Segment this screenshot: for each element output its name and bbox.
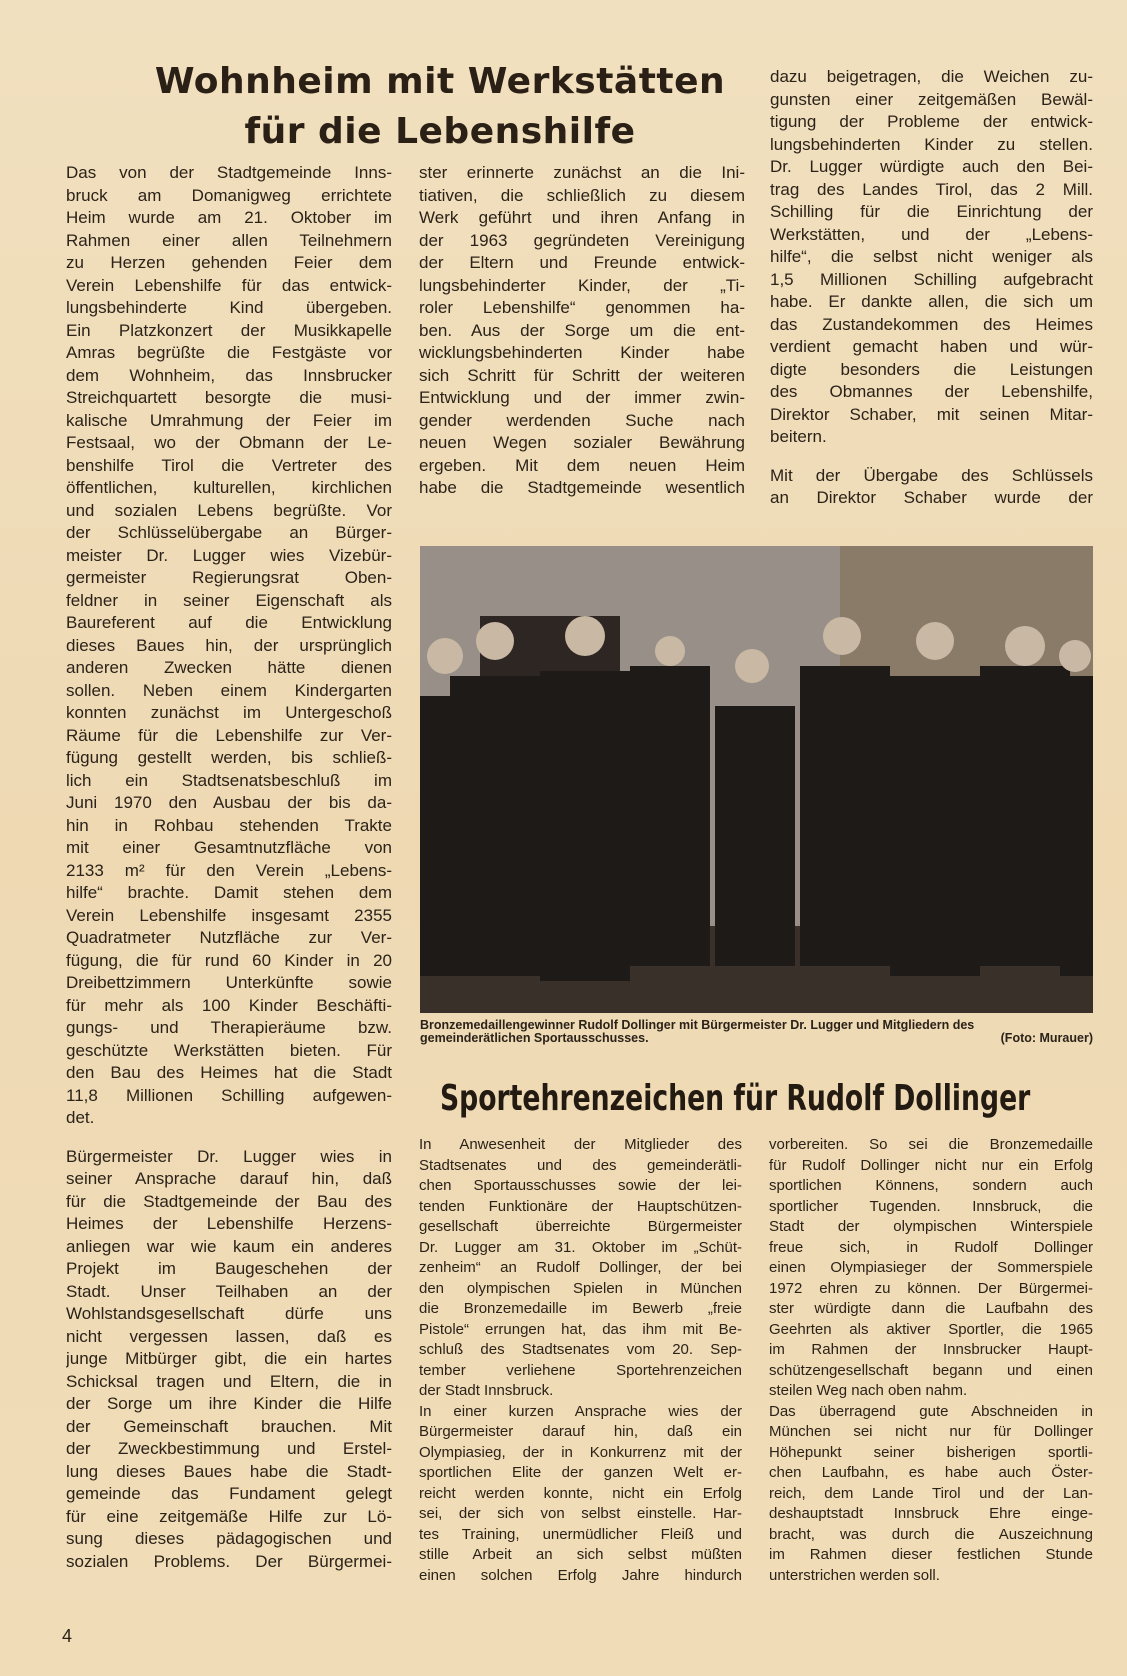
paragraph xyxy=(419,1402,742,1587)
text-line: digte besonders die Leistungen xyxy=(770,359,1093,379)
text-line: meister Dr. Lugger wies Vizebür- xyxy=(66,545,392,565)
text-line: im Rahmen dieser festlichen Stunde xyxy=(769,1546,1093,1563)
article-headline-line-1: Wohnheim mit Werkstätten xyxy=(154,61,726,102)
text-line: sportlichen Elite der ganzen Welt er- xyxy=(419,1464,742,1481)
text-line: den olympischen Spielen in München xyxy=(419,1279,742,1297)
text-line: gemeinde das Fundament gelegt xyxy=(66,1484,392,1503)
text-line: Stadt. Unser Teilhaben an der xyxy=(66,1281,392,1301)
text-line: seiner Ansprache darauf hin, daß xyxy=(66,1169,392,1188)
text-line: wicklungsbehinderten Kinder habe xyxy=(419,343,745,362)
paragraph xyxy=(770,66,1093,449)
text-line: neuen Wegen sozialer Bewährung xyxy=(419,433,745,452)
text-line: konnten zunächst im Untergeschoß xyxy=(66,703,392,722)
text-line: beitern. xyxy=(770,427,827,446)
text-line: kalische Umrahmung der Feier im xyxy=(66,410,392,430)
text-line: tigung der Probleme der entwick- xyxy=(770,112,1093,131)
text-line: mit einer Gesamtnutzfläche von xyxy=(66,838,392,857)
text-line: 1,5 Millionen Schilling aufgebracht xyxy=(770,269,1093,289)
text-line: hilfe“ brachte. Damit stehen dem xyxy=(66,883,392,902)
text-line: chen Laufbahn, es habe auch Öster- xyxy=(769,1464,1093,1481)
text-line: gunsten einer zeitgemäßen Bewäl- xyxy=(770,89,1093,109)
text-line: 2133 m² für den Verein „Lebens- xyxy=(66,860,392,880)
text-line: fügung gestellt werden, bis schließ- xyxy=(66,748,392,767)
text-line: des Obmannes der Lebenshilfe, xyxy=(770,382,1093,401)
text-line: Pistole“ errungen hat, das ihm mit Be- xyxy=(419,1320,742,1338)
text-line: das Zustandekommen des Heimes xyxy=(770,314,1093,334)
text-line: einen solchen Erfolg Jahre hindurch xyxy=(419,1566,742,1584)
text-line: dazu beigetragen, die Weichen zu- xyxy=(770,67,1093,86)
text-line: ster würdigte dann die Laufbahn des xyxy=(769,1300,1093,1317)
text-line: bruck am Domanigweg errichtete xyxy=(66,185,392,205)
text-line: zu Herzen gehenden Feier dem xyxy=(66,253,392,272)
text-line: tes Training, unermüdlicher Fleiß und xyxy=(419,1525,742,1543)
text-line: Festsaal, wo der Obmann der Le- xyxy=(66,433,392,452)
text-line: der Sorge um ihre Kinder die Hilfe xyxy=(66,1394,392,1413)
text-line: sportlichen Könnens, sondern auch xyxy=(769,1177,1093,1194)
text-line: Räume für die Lebenshilfe zur Ver- xyxy=(66,725,392,745)
text-line: einen Olympiasieger der Sommerspiele xyxy=(769,1259,1093,1276)
text-line: Das überragend gute Abschneiden in xyxy=(769,1402,1093,1420)
text-line: an Direktor Schaber wurde der xyxy=(770,488,1093,507)
text-line: die Bronzemedaille im Bewerb „freie xyxy=(419,1300,742,1317)
article1-column-2 xyxy=(419,162,745,500)
article2-column-2 xyxy=(769,1135,1093,1586)
text-line: benshilfe Tirol die Vertreter des xyxy=(66,455,392,475)
paragraph xyxy=(66,162,392,1130)
paragraph xyxy=(66,1146,392,1574)
text-line: Werk geführt und ihren Anfang in xyxy=(419,208,745,227)
text-line: den Bau des Heimes hat die Stadt xyxy=(66,1063,392,1082)
text-line: der Schlüsselübergabe an Bürger- xyxy=(66,523,392,542)
text-line: schützengesellschaft begann und einen xyxy=(769,1361,1093,1379)
text-line: Rahmen einer allen Teilnehmern xyxy=(66,230,392,250)
text-line: Projekt im Baugeschehen der xyxy=(66,1259,392,1278)
text-line: trag des Landes Tirol, das 2 Mill. xyxy=(770,179,1093,199)
text-line: der Gemeinschaft brauchen. Mit xyxy=(66,1416,392,1436)
text-line: Entwicklung und der immer zwin- xyxy=(419,388,745,407)
paragraph xyxy=(769,1402,1093,1587)
text-line: Amras begrüßte die Festgäste vor xyxy=(66,343,392,362)
paragraph xyxy=(770,465,1093,510)
page-number: 4 xyxy=(62,1626,73,1646)
paragraph xyxy=(419,1135,742,1402)
text-line: reich, dem Lande Tirol und der Lan- xyxy=(769,1484,1093,1502)
text-line: Heim wurde am 21. Oktober im xyxy=(66,208,392,227)
text-line: sozialen Problems. Der Bürgermei- xyxy=(66,1551,392,1571)
text-line: München sei nicht nur für Dollinger xyxy=(769,1423,1093,1440)
text-line: stille Arbeit an sich selbst müßten xyxy=(419,1546,742,1563)
text-line: Juni 1970 den Ausbau der bis da- xyxy=(66,793,392,812)
text-line: 1972 ehren zu können. Der Bürgermei- xyxy=(769,1279,1093,1297)
text-line: der Eltern und Freunde entwick- xyxy=(419,253,745,272)
text-line: zenheim“ an Rudolf Dollinger, der bei xyxy=(419,1259,742,1276)
text-line: gesellschaft überreichte Bürgermeister xyxy=(419,1218,742,1235)
text-line: Ein Platzkonzert der Musikkapelle xyxy=(66,320,392,340)
sport-article-headline: Sportehrenzeichen für Rudolf Dollinger xyxy=(440,1078,1031,1119)
text-line: deshauptstadt Innsbruck Ehre einge- xyxy=(769,1505,1093,1522)
text-line: ben. Aus der Sorge um die ent- xyxy=(419,320,745,340)
text-line: für eine zeitgemäße Hilfe zur Lö- xyxy=(66,1506,392,1526)
text-line: dieses Baues hin, der ursprünglich xyxy=(66,635,392,655)
text-line: lungsbehinderte Kind übergeben. xyxy=(66,298,392,317)
text-line: Schilling für die Einrichtung der xyxy=(770,202,1093,221)
text-line: Bürgermeister Dr. Lugger wies in xyxy=(66,1146,392,1166)
article1-column-1 xyxy=(66,162,392,1573)
text-line: freue sich, in Rudolf Dollinger xyxy=(769,1238,1093,1256)
text-line: habe die Stadtgemeinde wesentlich xyxy=(419,478,745,497)
text-line: 11,8 Millionen Schilling aufgewen- xyxy=(66,1085,392,1105)
text-line: hin in Rohbau stehenden Trakte xyxy=(66,815,392,835)
text-line: Dreibettzimmern Unterkünfte sowie xyxy=(66,973,392,992)
text-line: Streichquartett besorgte die musi- xyxy=(66,388,392,407)
caption-line-1: Bronzemedaillengewinner Rudolf Dollinger mit Bürgermeister Dr. Lugger und Mitgliedern des xyxy=(420,1018,975,1032)
text-line: geschützte Werkstätten bieten. Für xyxy=(66,1040,392,1060)
photo-caption xyxy=(420,1019,1093,1045)
text-line: gungs- und Therapieräume bzw. xyxy=(66,1018,392,1037)
text-line: feldner in seiner Eigenschaft als xyxy=(66,590,392,610)
text-line: im Rahmen der Innsbrucker Haupt- xyxy=(769,1341,1093,1358)
text-line: hilfe“, die selbst nicht weniger als xyxy=(770,247,1093,266)
text-line: anderen Zwecken hätte dienen xyxy=(66,658,392,677)
text-line: germeister Regierungsrat Oben- xyxy=(66,568,392,587)
text-line: dem Wohnheim, das Innsbrucker xyxy=(66,365,392,385)
text-line: Baureferent auf die Entwicklung xyxy=(66,613,392,632)
text-line: Stadtsenates und des gemeinderätli- xyxy=(419,1156,742,1174)
text-line: Dr. Lugger würdigte auch den Bei- xyxy=(770,157,1093,176)
text-line: Direktor Schaber, mit seinen Mitar- xyxy=(770,404,1093,424)
text-line: sung dieses pädagogischen und xyxy=(66,1529,392,1548)
text-line: Wohlstandsgesellschaft dürfe uns xyxy=(66,1304,392,1323)
article-headline-line-2: für die Lebenshilfe xyxy=(244,111,636,152)
text-line: tiativen, die schließlich zu diesem xyxy=(419,185,745,205)
paragraph-gap xyxy=(66,1130,392,1146)
text-line: Schicksal tragen und Eltern, die in xyxy=(66,1371,392,1391)
text-line: tenden Funktionäre der Hauptschützen- xyxy=(419,1197,742,1215)
text-line: Das von der Stadtgemeinde Inns- xyxy=(66,163,392,182)
text-line: vorbereiten. So sei die Bronzemedaille xyxy=(769,1136,1093,1153)
text-line: der Stadt Innsbruck. xyxy=(419,1382,554,1399)
paragraph xyxy=(769,1135,1093,1402)
text-line: Verein Lebenshilfe für das entwick- xyxy=(66,275,392,295)
text-line: steilen Weg nach oben nahm. xyxy=(769,1382,968,1399)
text-line: nicht vergessen lassen, daß es xyxy=(66,1326,392,1346)
text-line: Verein Lebenshilfe insgesamt 2355 xyxy=(66,905,392,925)
text-line: der 1963 gegründeten Vereinigung xyxy=(419,230,745,250)
text-line: Werkstätten, und der „Lebens- xyxy=(770,224,1093,244)
text-line: der Zweckbestimmung und Erstel- xyxy=(66,1439,392,1458)
text-line: ster erinnerte zunächst an die Ini- xyxy=(419,163,745,182)
text-line: Höhepunkt seiner bisherigen sportli- xyxy=(769,1443,1093,1461)
text-line: sich Schritt für Schritt der weiteren xyxy=(419,365,745,385)
text-line: lung dieses Baues habe die Stadt- xyxy=(66,1461,392,1481)
text-line: In einer kurzen Ansprache wies der xyxy=(419,1402,742,1420)
text-line: lich ein Stadtsenatsbeschluß im xyxy=(66,770,392,790)
text-line: schluß des Stadtsenates vom 20. Sep- xyxy=(419,1341,742,1358)
photo-credit: (Foto: Murauer) xyxy=(1000,1031,1093,1045)
text-line: sportlicher Tugenden. Innsbruck, die xyxy=(769,1197,1093,1215)
text-line: sollen. Neben einem Kindergarten xyxy=(66,680,392,700)
text-line: junge Mitbürger gibt, die ein hartes xyxy=(66,1349,392,1368)
text-line: öffentlichen, kulturellen, kirchlichen xyxy=(66,478,392,497)
text-line: chen Sportausschusses sowie der lei- xyxy=(419,1177,742,1194)
text-line: Bürgermeister darauf hin, daß ein xyxy=(419,1423,742,1440)
text-line: reicht werden konnte, nicht ein Erfolg xyxy=(419,1484,742,1502)
text-line: det. xyxy=(66,1108,95,1127)
caption-line-2: gemeinderätlichen Sportausschusses. xyxy=(420,1031,649,1045)
text-line: Heimes der Lebenshilfe Herzens- xyxy=(66,1214,392,1233)
text-line: anliegen war wie kaum ein anderes xyxy=(66,1236,392,1256)
text-line: tember verliehene Sportehrenzeichen xyxy=(419,1361,742,1379)
text-line: fügung, die für rund 60 Kinder in 20 xyxy=(66,950,392,970)
text-line: gender werdenden Suche nach xyxy=(419,410,745,430)
text-line: lungsbehinderten Kinder zu stellen. xyxy=(770,134,1093,154)
text-line: ergeben. Mit dem neuen Heim xyxy=(419,455,745,475)
text-line: Olympiasieg, der in Konkurrenz mit der xyxy=(419,1443,742,1461)
text-line: Stadt der olympischen Winterspiele xyxy=(769,1218,1093,1235)
text-line: und sozialen Lebens begrüßte. Vor xyxy=(66,500,392,520)
text-line: habe. Er dankte allen, die sich um xyxy=(770,292,1093,311)
event-photo xyxy=(420,546,1093,1013)
text-line: für die Stadtgemeinde der Bau des xyxy=(66,1191,392,1211)
text-line: verdient gemacht haben und wür- xyxy=(770,337,1093,356)
text-line: lungsbehinderter Kinder, der „Ti- xyxy=(419,275,745,295)
text-line: Mit der Übergabe des Schlüssels xyxy=(770,465,1093,485)
text-line: Geehrten als aktiver Sportler, die 1965 xyxy=(769,1320,1093,1338)
paragraph-gap xyxy=(770,449,1093,465)
text-line: unterstrichen werden soll. xyxy=(769,1566,940,1584)
article2-column-1 xyxy=(419,1135,742,1586)
text-line: sei, der sich von selbst einstelle. Har- xyxy=(419,1505,742,1522)
text-line: für Rudolf Dollinger nicht nur ein Erfolg xyxy=(769,1156,1093,1174)
text-line: roler Lebenshilfe“ genommen ha- xyxy=(419,298,745,317)
text-line: Dr. Lugger am 31. Oktober im „Schüt- xyxy=(419,1238,742,1256)
paragraph xyxy=(419,162,745,500)
text-line: Quadratmeter Nutzfläche zur Ver- xyxy=(66,928,392,947)
text-line: In Anwesenheit der Mitglieder des xyxy=(419,1136,742,1153)
article1-column-3 xyxy=(770,66,1093,510)
text-line: bracht, was durch die Auszeichnung xyxy=(769,1525,1093,1543)
text-line: für mehr als 100 Kinder Beschäfti- xyxy=(66,995,392,1015)
